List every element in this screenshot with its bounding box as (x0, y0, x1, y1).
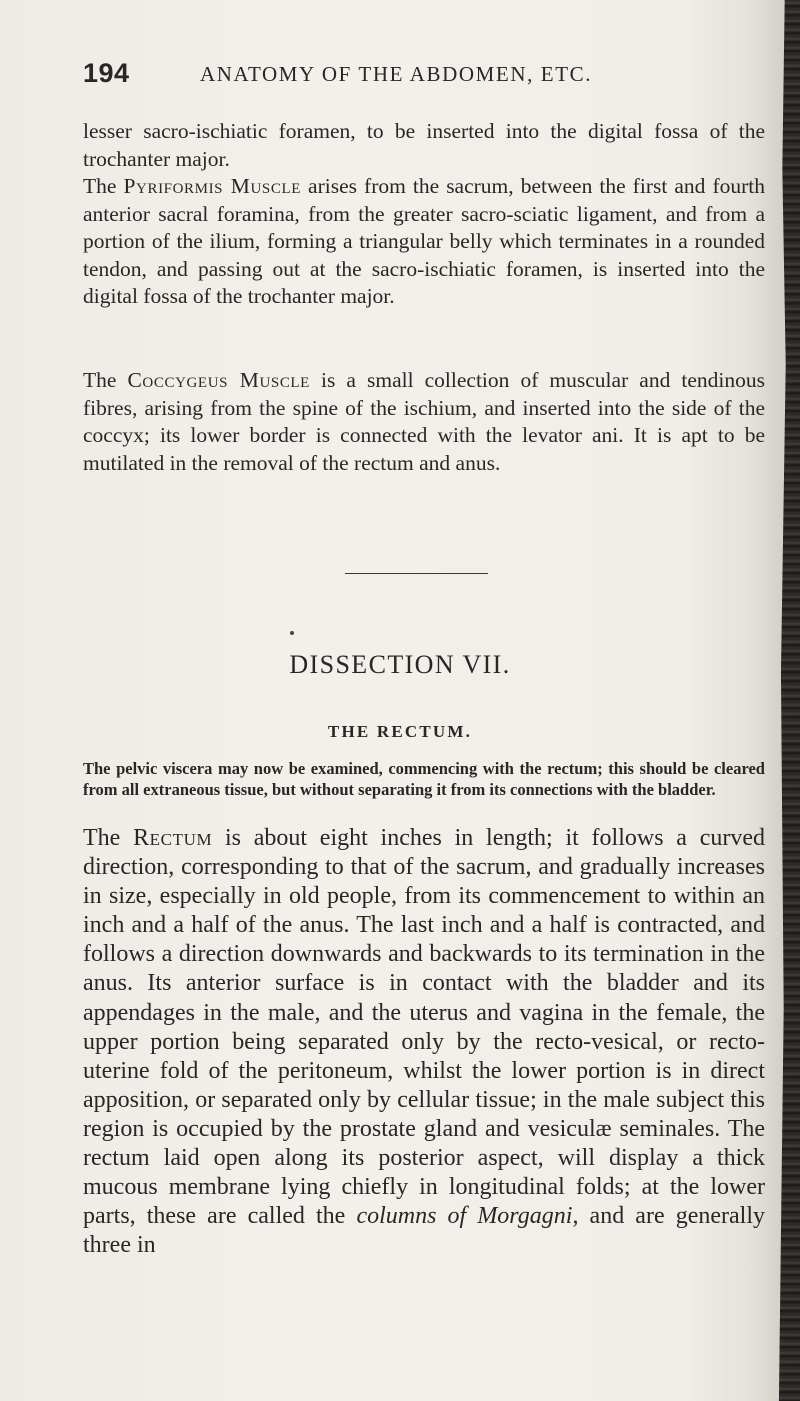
section-title: DISSECTION VII. (289, 650, 511, 679)
muscle-name: Coccygeus Muscle (127, 368, 310, 392)
paragraph-text: arises from the sacrum, between the first and fourth anterior sacral foramina, from the greater sacro-sciatic ligament, and from a portion of the ilium, forming a triangular belly which terminates in a rounded tendon, and passing out at the sacro-ischiatic foramen, is inserted into the digital fossa of the trochanter major. (83, 174, 765, 309)
paragraph-lead: The (83, 368, 128, 392)
paragraph-continuation (83, 118, 765, 173)
italic-term: columns of Morgagni (356, 1203, 573, 1230)
paragraph-text: is about eight inches in length; it follows a curved direction, corresponding to that of the sacrum, and gradually increases in size, especially in old people, from its commencement to within an inch and a half of the anus. The last inch and a half is contracted, and follows a direction downwards and backwards to its termination in the anus. Its anterior surface is in contact with the bladder and its appendages in the male, and the uterus and vagina in the female, the upper portion being separated only by the recto-vesical, or recto-uterine fold of the peritoneum, whilst the lower portion is in direct apposition, or separated only by cellular tissue; in the male subject this region is occupied by the prostate gland and vesiculæ seminales. The rectum laid open along its posterior aspect, will display a thick mucous membrane lying chiefly in longitudinal folds; at the lower parts, these are called the (83, 825, 765, 1230)
paragraph-lead: The (83, 825, 134, 851)
running-head: ANATOMY OF THE ABDOMEN, ETC. (200, 62, 593, 86)
dissection-instructions (83, 759, 765, 800)
print-speck (290, 631, 294, 635)
note-text: The pelvic viscera may now be examined, commencing with the rectum; this should be cleared from all extraneous tissue, but without separating it from its connections with the bladder. (83, 759, 765, 799)
section-divider (345, 573, 488, 574)
paragraph-text: lesser sacro-ischiatic foramen, to be inserted into the digital fossa of the trochanter major. (83, 119, 765, 171)
paragraph-tail: , and are generally three in (83, 1203, 766, 1259)
subsection-title: THE RECTUM. (327, 722, 473, 741)
paragraph-text: is a small collection of muscular and tendinous fibres, arising from the spine of the ischium, and inserted into the side of the coccyx; its lower border is connected with the levator ani. It is apt to be mutilated in the removal of the rectum and anus. (83, 368, 765, 475)
paragraph-pyriformis (83, 173, 765, 311)
page-number: 194 (83, 58, 130, 88)
paragraph-lead: The (83, 174, 124, 198)
organ-name: Rectum (133, 825, 213, 851)
page-header (83, 58, 723, 94)
paragraph-rectum (83, 824, 765, 1260)
paragraph-coccygeus (83, 367, 765, 477)
muscle-name: Pyriformis Muscle (123, 174, 301, 198)
